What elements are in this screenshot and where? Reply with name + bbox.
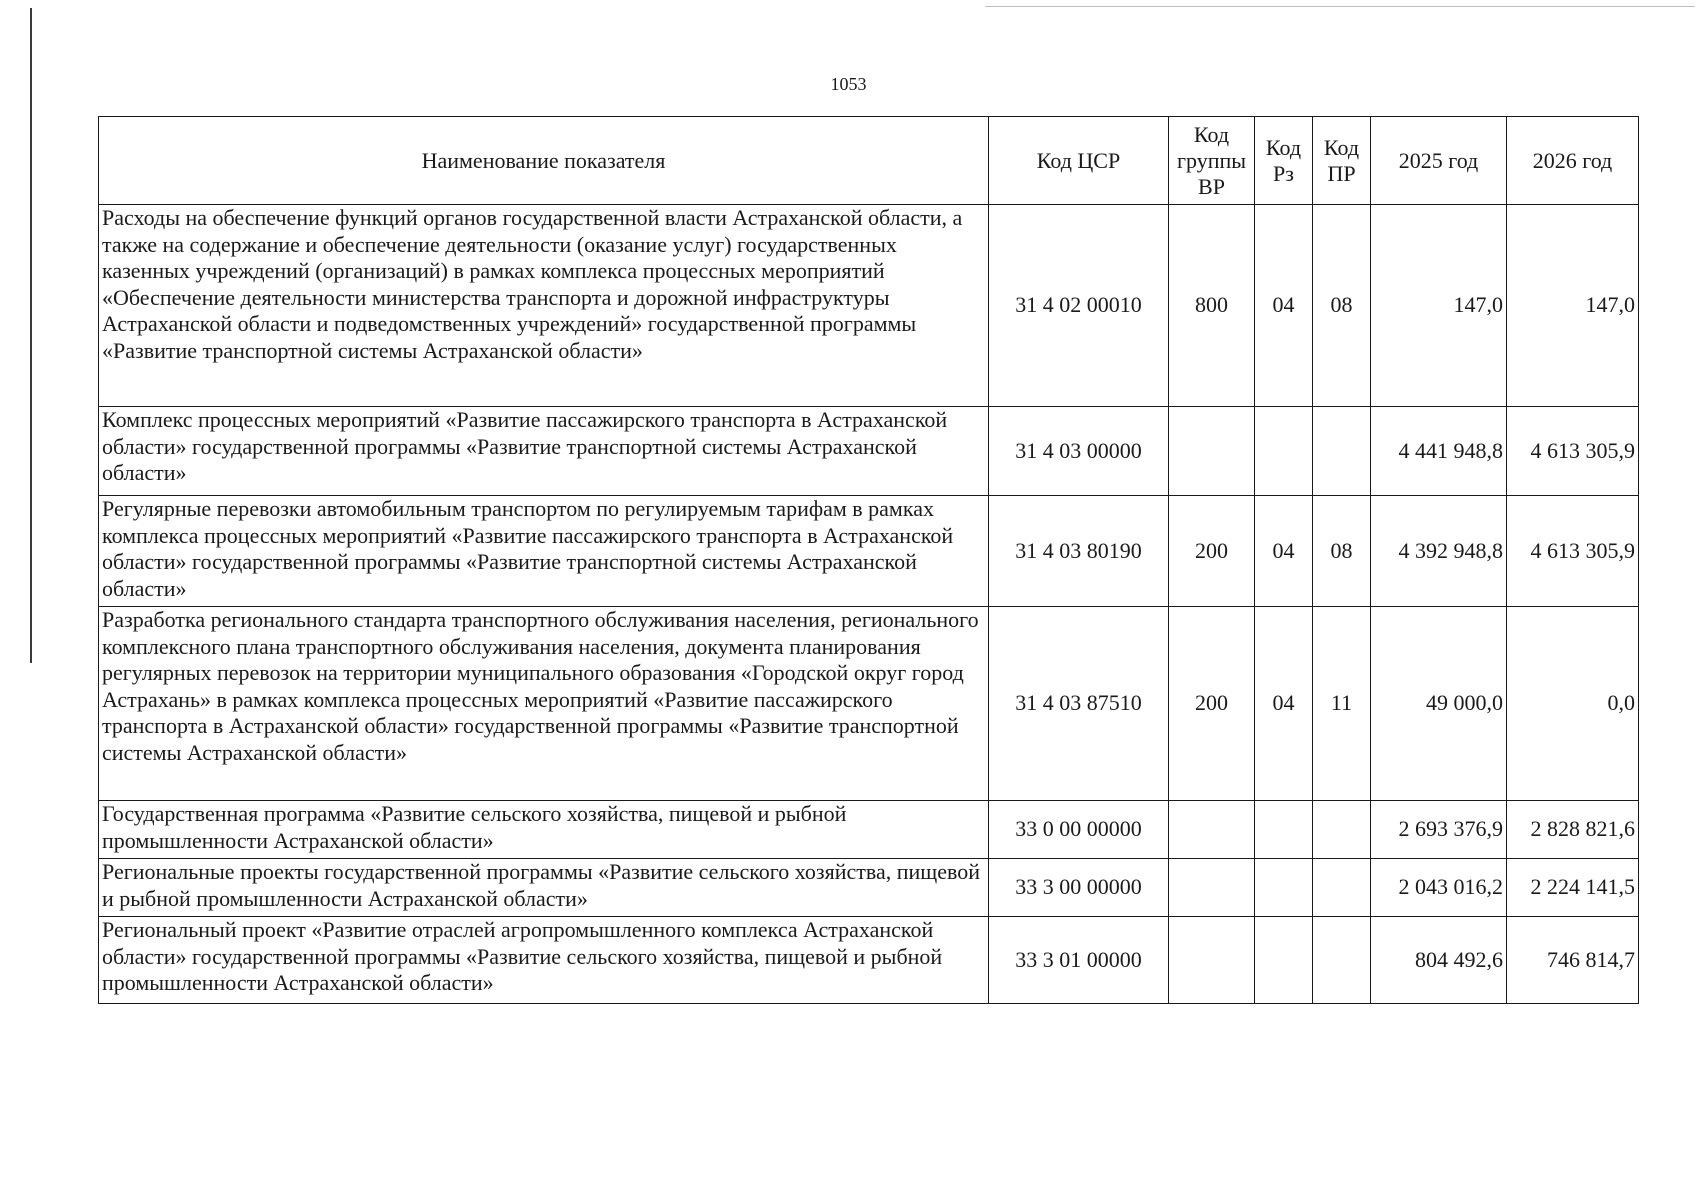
table-row: [99, 607, 1639, 801]
row-2026: 2 224 141,5: [1507, 859, 1639, 917]
row-2026: 4 613 305,9: [1507, 496, 1639, 607]
row-rz: 04: [1255, 205, 1313, 407]
row-vr: [1169, 859, 1255, 917]
table-row: [99, 205, 1639, 407]
row-csr: 31 4 03 87510: [989, 607, 1169, 801]
row-csr: 33 3 01 00000: [989, 917, 1169, 1004]
row-2026: 746 814,7: [1507, 917, 1639, 1004]
row-vr: [1169, 801, 1255, 859]
row-pr: [1313, 917, 1371, 1004]
row-vr: [1169, 917, 1255, 1004]
row-pr: [1313, 407, 1371, 496]
row-2025: 2 043 016,2: [1371, 859, 1507, 917]
table-row: [99, 801, 1639, 859]
row-csr: 33 3 00 00000: [989, 859, 1169, 917]
table-row: [99, 917, 1639, 1004]
row-2025: 4 392 948,8: [1371, 496, 1507, 607]
table-header-row: [99, 117, 1639, 205]
table-row: [99, 407, 1639, 496]
header-2025: 2025 год: [1371, 117, 1507, 205]
header-rz: Код Рз: [1255, 117, 1313, 205]
row-rz: 04: [1255, 607, 1313, 801]
row-2025: 4 441 948,8: [1371, 407, 1507, 496]
row-pr: [1313, 801, 1371, 859]
row-name: Региональные проекты государственной программы «Развитие сельского хозяйства, пищевой и рыбной промышленности Астраханской области»: [99, 859, 989, 917]
row-rz: [1255, 801, 1313, 859]
row-name: Разработка регионального стандарта транспортного обслуживания населения, регионального комплексного плана транспортного обслуживания населения, документа планирования регулярных перевозок на территории муниципального образования «Городской округ город Астрахань» в рамках комплекса процессных мероприятий «Развитие пассажирского транспорта в Астраханской области» государственной программы «Развитие транспортной системы Астраханской области»: [99, 607, 989, 801]
row-2025: 804 492,6: [1371, 917, 1507, 1004]
row-name: Комплекс процессных мероприятий «Развитие пассажирского транспорта в Астраханской области» государственной программы «Развитие транспортной системы Астраханской области»: [99, 407, 989, 496]
header-name: Наименование показателя: [99, 117, 989, 205]
row-vr: 800: [1169, 205, 1255, 407]
row-2026: 2 828 821,6: [1507, 801, 1639, 859]
row-csr: 33 0 00 00000: [989, 801, 1169, 859]
row-name: Государственная программа «Развитие сельского хозяйства, пищевой и рыбной промышленности Астраханской области»: [99, 801, 989, 859]
row-pr: 11: [1313, 607, 1371, 801]
top-scan-line: [985, 6, 1695, 7]
row-2025: 2 693 376,9: [1371, 801, 1507, 859]
row-pr: [1313, 859, 1371, 917]
row-2026: 147,0: [1507, 205, 1639, 407]
row-rz: [1255, 917, 1313, 1004]
row-vr: 200: [1169, 496, 1255, 607]
row-2026: 4 613 305,9: [1507, 407, 1639, 496]
table-row: [99, 496, 1639, 607]
header-2026: 2026 год: [1507, 117, 1639, 205]
row-vr: 200: [1169, 607, 1255, 801]
row-csr: 31 4 02 00010: [989, 205, 1169, 407]
row-rz: [1255, 859, 1313, 917]
header-pr: Код ПР: [1313, 117, 1371, 205]
left-margin-rule: [30, 8, 32, 663]
row-vr: [1169, 407, 1255, 496]
row-2026: 0,0: [1507, 607, 1639, 801]
budget-table: [98, 116, 1639, 1004]
row-name: Регулярные перевозки автомобильным транспортом по регулируемым тарифам в рамках комплекса процессных мероприятий «Развитие пассажирского транспорта в Астраханской области» государственной программы «Развитие транспортной системы Астраханской области»: [99, 496, 989, 607]
row-csr: 31 4 03 80190: [989, 496, 1169, 607]
header-csr: Код ЦСР: [989, 117, 1169, 205]
row-pr: 08: [1313, 496, 1371, 607]
row-2025: 147,0: [1371, 205, 1507, 407]
row-rz: [1255, 407, 1313, 496]
row-2025: 49 000,0: [1371, 607, 1507, 801]
header-vr: Код группы ВР: [1169, 117, 1255, 205]
table-row: [99, 859, 1639, 917]
row-rz: 04: [1255, 496, 1313, 607]
row-csr: 31 4 03 00000: [989, 407, 1169, 496]
row-pr: 08: [1313, 205, 1371, 407]
row-name: Расходы на обеспечение функций органов государственной власти Астраханской области, а также на содержание и обеспечение деятельности (оказание услуг) государственных казенных учреждений (организаций) в рамках комплекса процессных мероприятий «Обеспечение деятельности министерства транспорта и дорожной инфраструктуры Астраханской области и подведомственных учреждений» государственной программы «Развитие транспортной системы Астраханской области»: [99, 205, 989, 407]
page-number: 1053: [830, 74, 867, 94]
row-name: Региональный проект «Развитие отраслей агропромышленного комплекса Астраханской области» государственной программы «Развитие сельского хозяйства, пищевой и рыбной промышленности Астраханской области»: [99, 917, 989, 1004]
